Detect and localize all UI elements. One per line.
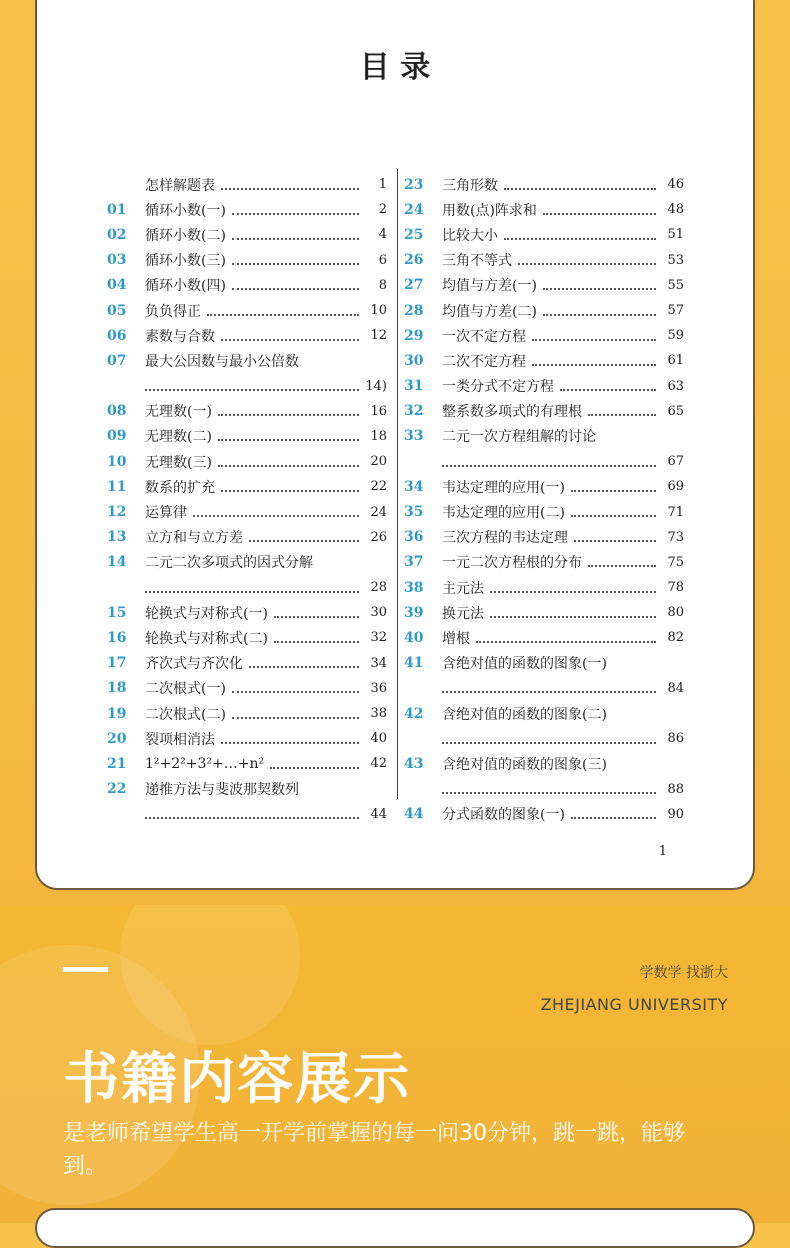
toc-entry-title: 负负得正 [145,303,201,320]
toc-entry-number: 33 [404,428,424,445]
toc-entry-title: 均值与方差(二) [442,303,537,320]
toc-entry-page: 12 [370,328,387,344]
toc-entry-title: 二次根式(二) [145,706,226,723]
dot-leader [442,465,656,467]
toc-entry-number: 26 [404,252,424,269]
dot-leader [560,389,656,391]
toc-entry-number: 06 [107,327,127,344]
toc-entry-title: 运算律 [145,505,187,522]
toc-entry-title: 递推方法与斐波那契数列 [145,782,299,799]
toc-entry [404,248,684,273]
toc-entry [404,651,684,676]
dot-leader [442,742,656,744]
toc-entry-title: 一次不定方程 [442,328,526,345]
toc-entry-title: 含绝对值的函数的图象(二) [442,706,607,723]
toc-entry-title: 素数与合数 [145,328,215,345]
toc-entry-number: 02 [107,226,127,243]
toc-entry-number: 17 [107,655,127,672]
toc-entry-title: 韦达定理的应用(一) [442,479,565,496]
toc-entry [404,474,684,499]
toc-entry-page: 61 [667,353,684,369]
toc-left-column [107,172,387,827]
toc-entry-number: 22 [107,781,127,798]
toc-entry-title: 比较大小 [442,227,498,244]
toc-entry-page: 67 [667,454,684,470]
toc-entry [107,399,387,424]
accent-dash [63,967,108,972]
page-title: 目 录 [359,50,431,85]
toc-entry [107,298,387,323]
dot-leader [218,414,359,416]
toc-entry [404,449,684,474]
toc-entry-title: 数系的扩充 [145,479,215,496]
toc-entry-number: 36 [404,529,424,546]
dot-leader [249,540,359,542]
toc-entry-page: 82 [667,630,684,646]
toc-entry-number: 10 [107,453,127,470]
toc-entry [404,197,684,222]
toc-entry-page: 44 [370,806,387,822]
toc-entry-page: 20 [370,454,387,470]
toc-entry [404,726,684,751]
dot-leader [232,717,359,719]
toc-entry [107,726,387,751]
toc-entry-title: 齐次式与齐次化 [145,656,243,673]
toc-entry-number: 21 [107,755,127,772]
toc-entry-page: 88 [667,781,684,797]
toc-entry-title: 含绝对值的函数的图象(一) [442,656,607,673]
toc-entry-title: 二元二次多项式的因式分解 [145,555,313,572]
toc-entry [404,550,684,575]
dot-leader [490,616,656,618]
toc-entry-number: 12 [107,504,127,521]
dot-leader [221,742,359,744]
toc-entry [404,424,684,449]
toc-entry-number: 37 [404,554,424,571]
toc-entry [107,424,387,449]
toc-entry-page: 46 [667,177,684,193]
banner-headline: 书籍内容展示 [63,1047,411,1112]
toc-entry-title: 整系数多项式的有理根 [442,404,582,421]
toc-entry-page: 48 [667,202,684,218]
toc-entry-number: 23 [404,176,424,193]
toc-entry [107,751,387,776]
toc-entry-title: 无理数(一) [145,404,212,421]
toc-entry [107,248,387,273]
toc-entry-page: 57 [667,303,684,319]
toc-entry-page: 78 [667,580,684,596]
toc-entry [107,474,387,499]
toc-entry-page: 32 [370,630,387,646]
toc-entry-title: 最大公因数与最小公倍数 [145,353,299,370]
toc-entry [107,374,387,399]
toc-entry-number: 24 [404,201,424,218]
toc-entry-title: 一元二次方程根的分布 [442,555,582,572]
toc-entry [107,701,387,726]
toc-entry-page: 63 [667,378,684,394]
toc-entry [107,197,387,222]
dot-leader [543,213,656,215]
brand-slogan: 学数学 找浙大 [639,965,728,981]
toc-entry-page: 75 [667,554,684,570]
dot-leader [249,666,359,668]
dot-leader [504,188,656,190]
dot-leader [270,767,359,769]
toc-entry-title: 轮换式与对称式(一) [145,605,268,622]
toc-entry-title: 增根 [442,630,470,647]
toc-entry-page: 59 [667,328,684,344]
toc-entry-title: 韦达定理的应用(二) [442,505,565,522]
toc-entry [107,777,387,802]
toc-entry [404,575,684,600]
dot-leader [543,314,656,316]
dot-leader [221,339,359,341]
dot-leader [218,465,359,467]
toc-entry-page: 1 [378,177,387,193]
dot-leader [588,414,656,416]
toc-entry-title: 均值与方差(一) [442,278,537,295]
toc-entry-number: 14 [107,554,127,571]
dot-leader [571,817,656,819]
dot-leader [232,213,359,215]
page-number: 1 [658,844,667,859]
toc-entry [404,399,684,424]
dot-leader [442,792,656,794]
dot-leader [207,314,359,316]
toc-entry [107,323,387,348]
toc-entry-number: 25 [404,226,424,243]
toc-entry-title: 1²+2²+3²+…+n² [145,755,265,772]
toc-entry [107,550,387,575]
toc-entry [404,676,684,701]
dot-leader [145,591,359,593]
toc-entry-title: 轮换式与对称式(二) [145,630,268,647]
toc-entry-page: 73 [667,529,684,545]
toc-entry [404,600,684,625]
dot-leader [221,490,359,492]
dot-leader [274,616,359,618]
toc-entry-title: 怎样解题表 [145,177,215,194]
toc-entry-number: 38 [404,579,424,596]
toc-entry [107,348,387,373]
toc-entry-title: 换元法 [442,605,484,622]
toc-entry [107,575,387,600]
toc-entry [404,273,684,298]
toc-entry [107,651,387,676]
toc-entry-title: 三次方程的韦达定理 [442,530,568,547]
toc-entry-page: 28 [370,580,387,596]
dot-leader [490,591,656,593]
dot-leader [232,288,359,290]
toc-entry-page: 30 [370,605,387,621]
toc-entry-page: 10 [370,303,387,319]
toc-entry-number: 09 [107,428,127,445]
toc-entry [404,777,684,802]
toc-entry-title: 用数(点)阵求和 [442,202,537,219]
toc-entry-number: 30 [404,352,424,369]
dot-leader [574,540,656,542]
toc-entry-page: 40 [370,731,387,747]
toc-entry-number: 44 [404,806,424,823]
toc-entry-number: 04 [107,277,127,294]
toc-entry-page: 55 [667,277,684,293]
toc-entry-page: 71 [667,504,684,520]
dot-leader [543,288,656,290]
dot-leader [442,691,656,693]
toc-entry-title: 二次不定方程 [442,353,526,370]
toc-entry [404,525,684,550]
toc-entry-number: 20 [107,730,127,747]
toc-entry-page: 16 [370,403,387,419]
toc-entry-number: 43 [404,755,424,772]
toc-entry [404,222,684,247]
dot-leader [145,817,359,819]
toc-entry-page: 8 [378,277,387,293]
toc-entry-title: 无理数(三) [145,454,212,471]
toc-entry-page: 4 [378,227,387,243]
toc-entry-number: 01 [107,201,127,218]
dot-leader [221,188,359,190]
toc-entry-page: 84 [667,680,684,696]
toc-entry-number: 34 [404,478,424,495]
toc-entry-number: 11 [107,478,127,495]
toc-entry-number: 18 [107,680,127,697]
toc-entry-page: 2 [378,202,387,218]
toc-entry-page: 34 [370,655,387,671]
dot-leader [193,515,359,517]
toc-entry-page: 53 [667,252,684,268]
toc-entry-number: 35 [404,504,424,521]
toc-entry [404,323,684,348]
dot-leader [232,263,359,265]
dot-leader [274,641,359,643]
dot-leader [571,490,656,492]
brand-name: ZHEJIANG UNIVERSITY [540,995,728,1014]
toc-entry-title: 含绝对值的函数的图象(三) [442,756,607,773]
toc-entry [107,625,387,650]
toc-entry-title: 循环小数(三) [145,253,226,270]
toc-entry-number: 42 [404,705,424,722]
toc-entry-title: 三角形数 [442,177,498,194]
toc-entry-page: 6 [378,252,387,268]
toc-entry [107,499,387,524]
toc-entry-title: 循环小数(四) [145,278,226,295]
dot-leader [571,515,656,517]
banner-subline: 是老师希望学生高一开学前掌握的每一问30分钟，跳一跳，能够到。 [63,1121,685,1179]
toc-entry-number: 40 [404,629,424,646]
toc-entry [404,374,684,399]
next-page-card [35,1208,755,1248]
toc-entry [404,348,684,373]
toc-entry-number: 16 [107,629,127,646]
toc-entry-number: 15 [107,604,127,621]
toc-entry-page: 65 [667,403,684,419]
toc-entry-number: 28 [404,302,424,319]
toc-entry-page: 22 [370,479,387,495]
toc-entry-page: 18 [370,428,387,444]
toc-entry-page: 42 [370,756,387,772]
toc-entry-page: 24 [370,504,387,520]
dot-leader [532,339,656,341]
toc-entry-title: 分式函数的图象(一) [442,807,565,824]
toc-entry-number: 29 [404,327,424,344]
toc-entry [107,449,387,474]
toc-entry-page: 36 [370,680,387,696]
dot-leader [504,238,656,240]
toc-entry-page: 69 [667,479,684,495]
promo-banner [0,905,790,1223]
toc-entry-number: 41 [404,655,424,672]
toc-entry [404,499,684,524]
dot-leader [588,565,656,567]
toc-entry-title: 主元法 [442,580,484,597]
toc-entry-number: 19 [107,705,127,722]
toc-entry [107,273,387,298]
toc-entry-title: 一类分式不定方程 [442,379,554,396]
toc-entry-title: 裂项相消法 [145,731,215,748]
dot-leader [518,263,656,265]
toc-entry-title: 二次根式(一) [145,681,226,698]
dot-leader [232,691,359,693]
toc-entry-title: 无理数(二) [145,429,212,446]
toc-entry-title: 立方和与立方差 [145,530,243,547]
toc-entry-number: 31 [404,378,424,395]
toc-entry [404,701,684,726]
toc-entry-number: 03 [107,252,127,269]
column-divider [397,169,398,799]
toc-entry-page: 80 [667,605,684,621]
toc-entry [404,625,684,650]
toc-entry [404,298,684,323]
toc-entry [404,802,684,827]
toc-entry [107,600,387,625]
toc-right-column [404,172,684,827]
toc-entry-number: 13 [107,529,127,546]
toc-entry-title: 循环小数(二) [145,227,226,244]
toc-entry [107,222,387,247]
toc-entry-page: 90 [667,806,684,822]
toc-entry-number: 08 [107,403,127,420]
toc-entry-page: 26 [370,529,387,545]
dot-leader [232,238,359,240]
dot-leader [218,439,359,441]
toc-entry [107,676,387,701]
toc-entry-number: 07 [107,352,127,369]
toc-entry [107,525,387,550]
toc-entry [107,172,387,197]
toc-page [35,0,755,890]
toc-entry-page: 14) [365,378,387,394]
toc-entry-number: 05 [107,302,127,319]
toc-entry-number: 32 [404,403,424,420]
toc-entry [404,172,684,197]
toc-entry-page: 86 [667,731,684,747]
toc-entry [107,802,387,827]
toc-entry-title: 三角不等式 [442,253,512,270]
toc-entry-number: 39 [404,604,424,621]
toc-entry-title: 二元一次方程组解的讨论 [442,429,596,446]
toc-entry [404,751,684,776]
toc-entry-number: 27 [404,277,424,294]
toc-entry-page: 51 [667,227,684,243]
dot-leader [532,364,656,366]
toc-entry-page: 38 [370,706,387,722]
dot-leader [145,389,359,391]
toc-entry-title: 循环小数(一) [145,202,226,219]
dot-leader [476,641,656,643]
